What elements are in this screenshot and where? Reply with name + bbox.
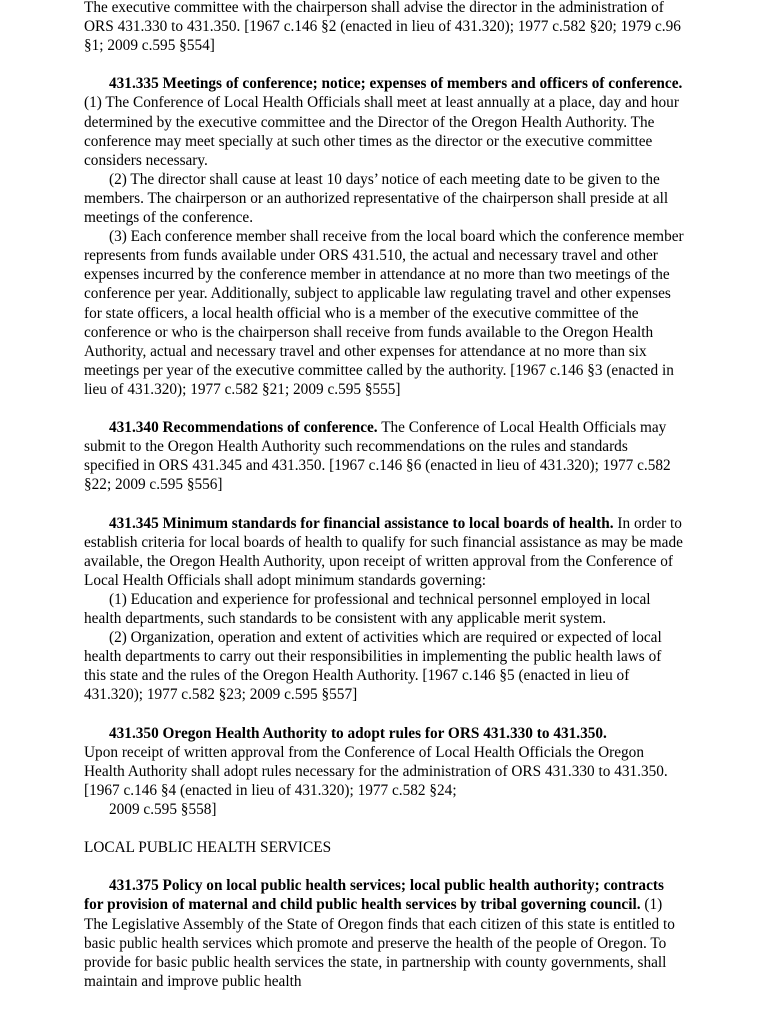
section-431-335-heading: 431.335 Meetings of conference; notice; expenses of members and officers of conference. [109, 75, 683, 93]
section-431-350-title: 431.350 Oregon Health Authority to adopt rules for ORS 431.330 to 431.350. [109, 724, 607, 742]
section-431-345-sub-2: (2) Organization, operation and extent of activities which are required or expected of local health departments to carry out their responsibilities in implementing the public health laws of this state and the rules of the Oregon Health Authority. [1967 c.146 §5 (enacted in lieu of 431.320); 1977 c.582 §23; 2009 c.595 §557] [84, 629, 662, 704]
section-title: LOCAL PUBLIC HEALTH SERVICES [84, 839, 332, 857]
section-431-375 [84, 876, 684, 991]
section-431-345 [84, 514, 684, 590]
intro-paragraph: The executive committee with the chairperson shall advise the director in the administration of ORS 431.330 to 431.350. [1967 c.146 §2 (enacted in lieu of 431.320); 1977 c.582 §20; 1979 c.96 §1; 2009 c.595 §554] [84, 0, 681, 55]
section-431-335 [84, 74, 684, 169]
section-431-345-sub-1: (1) Education and experience for professional and technical personnel employed in local health departments, such standards to be consistent with any applicable merit system. [84, 590, 651, 627]
section-431-340-heading: 431.340 Recommendations of conference. [109, 419, 378, 437]
section-431-340-text: The Conference of Local Health Officials may submit to the Oregon Health Authority such recommendations on the rules and standards specified in ORS 431.345 and 431.350. [1967 c.146 §6 (enacted in lieu of 431.320); 1977 c.582 §22; 2009 c.595 §556] [84, 419, 671, 494]
section-431-345-text: In order to establish criteria for local boards of health to qualify for such financial assistance as may be made available, the Oregon Health Authority, upon receipt of written approval from the Conference of Local Health Officials shall adopt minimum standards governing: [84, 514, 683, 589]
section-431-345-heading: 431.345 Minimum standards for financial assistance to local boards of health. [109, 514, 614, 532]
statute-page [84, 0, 684, 991]
section-431-350-heading [84, 724, 684, 743]
section-431-350-text: Upon receipt of written approval from the Conference of Local Health Officials the Oregon Health Authority shall adopt rules necessary for the administration of ORS 431.330 to 431.350. [1967 c.146 §4 (enacted in lieu of 431.320); 1977 c.582 §24; [84, 743, 668, 799]
section-431-375-heading: 431.375 Policy on local public health services; local public health authority; contracts for provision of maternal and child public health services by tribal governing council. [84, 877, 664, 914]
section-431-335-text: (1) The Conference of Local Health Officials shall meet at least annually at a place, day and hour determined by the executive committee and the Director of the Oregon Health Authority. The conference may meet specially at such other times as the director or the executive committee considers necessary. [84, 94, 679, 169]
section-431-335-sub-3: (3) Each conference member shall receive from the local board which the conference member represents from funds available under ORS 431.510, the actual and necessary travel and other expenses incurred by the conference member in attendance at no more than two meetings of the conference per year. Additionally, subject to applicable law regulating travel and other expenses for state officers, a local health official who is a member of the executive committee of the conference or who is the chairperson shall receive from funds available to the Oregon Health Authority, actual and necessary travel and other expenses for attendance at no more than six meetings per year of the executive committee called by the authority. [1967 c.146 §3 (enacted in lieu of 431.320); 1977 c.582 §21; 2009 c.595 §555] [84, 228, 684, 398]
section-431-335-sub-2: (2) The director shall cause at least 10 days’ notice of each meeting date to be given to the members. The chairperson or an authorized representative of the chairperson shall preside at all meetings of the conference. [84, 170, 669, 227]
section-431-350-history: 2009 c.595 §558] [109, 800, 217, 818]
section-431-340 [84, 418, 684, 494]
section-431-375-text: (1) The Legislative Assembly of the State of Oregon finds that each citizen of this state is entitled to basic public health services which promote and preserve the health of the people of Oregon. To provide for basic public health services the state, in partnership with county governments, shall maintain and improve public health [84, 896, 675, 990]
